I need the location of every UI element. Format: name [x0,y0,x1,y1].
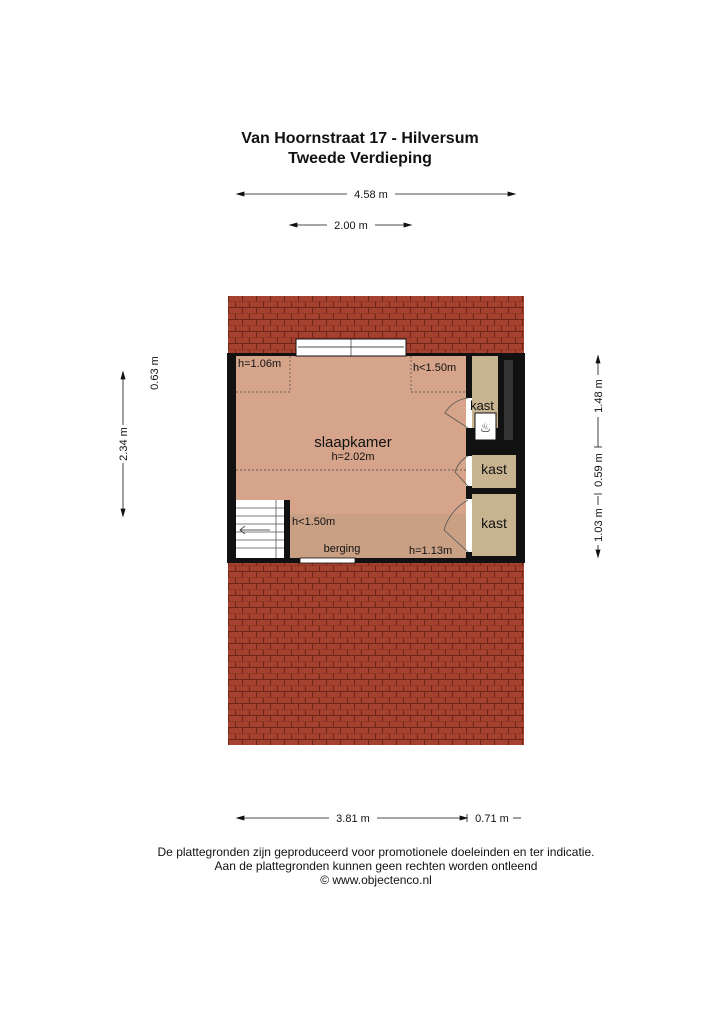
door-gap-2 [466,456,472,486]
disclaimer-line-2: Aan de plattegronden kunnen geen rechten worden ontleend [214,859,538,873]
dim-left-top: 0.63 m [149,356,161,390]
dim-bottom-side: 0.71 m [475,813,509,825]
dim-right-lower: 1.03 m [593,508,605,542]
bedroom-height: h=2.02m [331,451,375,463]
berging-label: berging [323,543,361,555]
dim-left-total: 2.34 m [118,427,130,461]
chimney-inner [504,360,513,440]
dim-top-total: 4.58 m [354,189,388,201]
dim-right-middle: 0.59 m [593,453,605,487]
kast-divider-2 [472,488,518,494]
height-top-right: h<1.50m [413,362,457,374]
kast-mid-label: kast [481,461,507,477]
stair-area [236,500,286,558]
disclaimer-line-1: De plattegronden zijn geproduceerd voor promotionele doeleinden en ter indicatie. [157,845,595,859]
flame-icon: ♨ [479,420,492,435]
kast-divider-1 [472,447,518,454]
door-gap-3 [466,499,472,552]
bedroom-label: slaapkamer [314,434,392,451]
roof-bottom [228,560,524,745]
height-bottom-right: h=1.13m [409,545,453,557]
floor-name: Tweede Verdieping [288,150,432,167]
dim-top-window: 2.00 m [334,220,368,232]
height-top-left: h=1.06m [238,358,282,370]
dim-bottom-main: 3.81 m [336,813,370,825]
height-bottom-left: h<1.50m [292,516,336,528]
dim-right-upper: 1.48 m [593,379,605,413]
kast-bottom-label: kast [481,515,507,531]
window-bottom [300,558,355,563]
copyright-link[interactable]: © www.objectenco.nl [320,873,432,887]
kast-top-label: kast [470,398,494,413]
stair-wall [284,500,290,558]
plan-title: Van Hoornstraat 17 - Hilversum [241,130,479,147]
